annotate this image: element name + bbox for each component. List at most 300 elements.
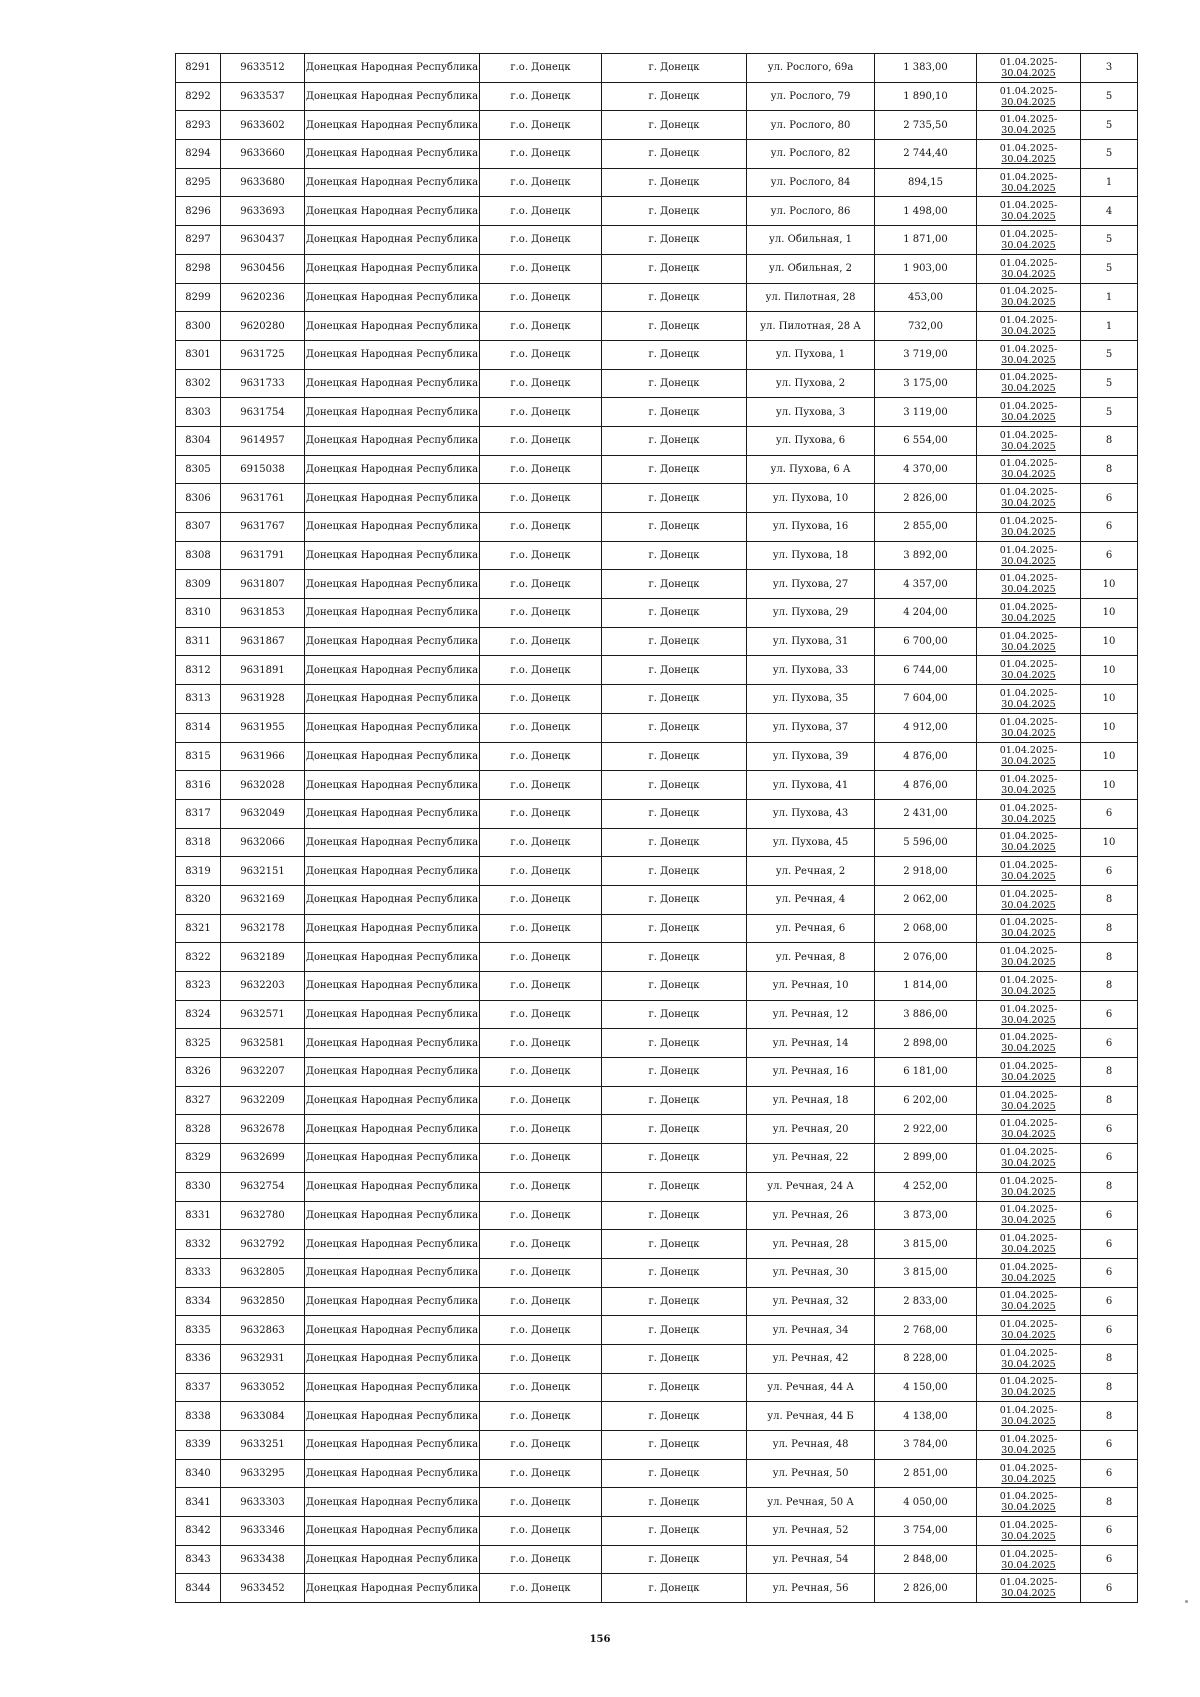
period-start: 01.04.2025- <box>999 573 1058 585</box>
table-row <box>176 972 1138 1001</box>
region-cell: Донецкая Народная Республика <box>305 1172 480 1201</box>
period-start: 01.04.2025- <box>999 56 1058 68</box>
period-cell <box>977 685 1081 714</box>
table-row <box>176 1344 1138 1373</box>
period-start: 01.04.2025- <box>999 888 1058 900</box>
area-cell: 2 851,00 <box>875 1459 977 1488</box>
area-cell: 2 068,00 <box>875 914 977 943</box>
period-start: 01.04.2025- <box>999 544 1058 556</box>
period-end: 30.04.2025 <box>1001 125 1056 137</box>
object-code-cell: 9632203 <box>221 972 305 1001</box>
period-cell <box>977 111 1081 140</box>
period-cell <box>977 398 1081 427</box>
area-cell: 4 357,00 <box>875 570 977 599</box>
row-number-cell: 8302 <box>176 369 221 398</box>
region-cell: Донецкая Народная Республика <box>305 1459 480 1488</box>
object-code-cell: 9633052 <box>221 1373 305 1402</box>
object-code-cell: 6915038 <box>221 455 305 484</box>
object-code-cell: 9632754 <box>221 1172 305 1201</box>
period-cell <box>977 369 1081 398</box>
count-cell: 8 <box>1081 1172 1138 1201</box>
period-cell <box>977 254 1081 283</box>
period-cell <box>977 140 1081 169</box>
object-code-cell: 9633660 <box>221 140 305 169</box>
region-cell: Донецкая Народная Республика <box>305 168 480 197</box>
district-cell: г.о. Донецк <box>480 771 602 800</box>
district-cell: г.о. Донецк <box>480 1574 602 1603</box>
period-end: 30.04.2025 <box>1001 1502 1056 1514</box>
region-cell: Донецкая Народная Республика <box>305 426 480 455</box>
address-cell: ул. Речная, 34 <box>747 1316 875 1345</box>
row-number-cell: 8305 <box>176 455 221 484</box>
period-start: 01.04.2025- <box>999 171 1058 183</box>
area-cell: 6 700,00 <box>875 627 977 656</box>
count-cell: 6 <box>1081 1000 1138 1029</box>
period-start: 01.04.2025- <box>999 601 1058 613</box>
region-cell: Донецкая Народная Республика <box>305 1488 480 1517</box>
period-end: 30.04.2025 <box>1001 1301 1056 1313</box>
table-row <box>176 742 1138 771</box>
district-cell: г.о. Донецк <box>480 943 602 972</box>
row-number-cell: 8317 <box>176 799 221 828</box>
address-cell: ул. Пилотная, 28 А <box>747 312 875 341</box>
period-cell <box>977 771 1081 800</box>
address-cell: ул. Речная, 6 <box>747 914 875 943</box>
row-number-cell: 8314 <box>176 713 221 742</box>
table-row <box>176 54 1138 83</box>
district-cell: г.о. Донецк <box>480 513 602 542</box>
table-row <box>176 168 1138 197</box>
table-row <box>176 1517 1138 1546</box>
object-code-cell: 9631767 <box>221 513 305 542</box>
count-cell: 5 <box>1081 254 1138 283</box>
object-code-cell: 9632178 <box>221 914 305 943</box>
period-end: 30.04.2025 <box>1001 326 1056 338</box>
region-cell: Донецкая Народная Республика <box>305 140 480 169</box>
city-cell: г. Донецк <box>602 111 747 140</box>
period-cell <box>977 885 1081 914</box>
period-start: 01.04.2025- <box>999 142 1058 154</box>
period-start: 01.04.2025- <box>999 1319 1058 1331</box>
row-number-cell: 8330 <box>176 1172 221 1201</box>
region-cell: Донецкая Народная Республика <box>305 972 480 1001</box>
table-row <box>176 1258 1138 1287</box>
region-cell: Донецкая Народная Республика <box>305 1201 480 1230</box>
table-row <box>176 914 1138 943</box>
period-start: 01.04.2025- <box>999 917 1058 929</box>
region-cell: Донецкая Народная Республика <box>305 484 480 513</box>
area-cell: 3 886,00 <box>875 1000 977 1029</box>
object-code-cell: 9631891 <box>221 656 305 685</box>
period-cell <box>977 1344 1081 1373</box>
district-cell: г.о. Донецк <box>480 713 602 742</box>
address-cell: ул. Пилотная, 28 <box>747 283 875 312</box>
row-number-cell: 8324 <box>176 1000 221 1029</box>
count-cell: 10 <box>1081 656 1138 685</box>
period-start: 01.04.2025- <box>999 1261 1058 1273</box>
count-cell: 8 <box>1081 455 1138 484</box>
address-cell: ул. Речная, 26 <box>747 1201 875 1230</box>
city-cell: г. Донецк <box>602 1517 747 1546</box>
area-cell: 2 855,00 <box>875 513 977 542</box>
table-row <box>176 1459 1138 1488</box>
count-cell: 6 <box>1081 484 1138 513</box>
district-cell: г.о. Донецк <box>480 1029 602 1058</box>
period-cell <box>977 283 1081 312</box>
city-cell: г. Донецк <box>602 369 747 398</box>
period-cell <box>977 1431 1081 1460</box>
area-cell: 894,15 <box>875 168 977 197</box>
period-cell <box>977 1258 1081 1287</box>
region-cell: Донецкая Народная Республика <box>305 340 480 369</box>
table-row <box>176 226 1138 255</box>
object-code-cell: 9632151 <box>221 857 305 886</box>
period-cell <box>977 340 1081 369</box>
district-cell: г.о. Донецк <box>480 140 602 169</box>
address-cell: ул. Пухова, 16 <box>747 513 875 542</box>
period-start: 01.04.2025- <box>999 200 1058 212</box>
period-end: 30.04.2025 <box>1001 785 1056 797</box>
object-code-cell: 9633680 <box>221 168 305 197</box>
region-cell: Донецкая Народная Республика <box>305 1058 480 1087</box>
count-cell: 10 <box>1081 685 1138 714</box>
area-cell: 8 228,00 <box>875 1344 977 1373</box>
count-cell: 6 <box>1081 857 1138 886</box>
address-cell: ул. Речная, 12 <box>747 1000 875 1029</box>
table-row <box>176 1287 1138 1316</box>
district-cell: г.о. Донецк <box>480 1287 602 1316</box>
table-row <box>176 1431 1138 1460</box>
city-cell: г. Донецк <box>602 168 747 197</box>
period-start: 01.04.2025- <box>999 1175 1058 1187</box>
district-cell: г.о. Донецк <box>480 312 602 341</box>
table-row <box>176 1488 1138 1517</box>
region-cell: Донецкая Народная Республика <box>305 1144 480 1173</box>
city-cell: г. Донецк <box>602 599 747 628</box>
row-number-cell: 8315 <box>176 742 221 771</box>
period-cell <box>977 82 1081 111</box>
table-row <box>176 541 1138 570</box>
area-cell: 2 431,00 <box>875 799 977 828</box>
count-cell: 8 <box>1081 1373 1138 1402</box>
period-start: 01.04.2025- <box>999 687 1058 699</box>
city-cell: г. Донецк <box>602 1201 747 1230</box>
table-row <box>176 1545 1138 1574</box>
count-cell: 10 <box>1081 627 1138 656</box>
area-cell: 3 892,00 <box>875 541 977 570</box>
district-cell: г.о. Донецк <box>480 226 602 255</box>
address-cell: ул. Рослого, 79 <box>747 82 875 111</box>
district-cell: г.о. Донецк <box>480 111 602 140</box>
row-number-cell: 8300 <box>176 312 221 341</box>
table-row <box>176 771 1138 800</box>
object-code-cell: 9632678 <box>221 1115 305 1144</box>
region-cell: Донецкая Народная Республика <box>305 570 480 599</box>
row-number-cell: 8340 <box>176 1459 221 1488</box>
count-cell: 6 <box>1081 1287 1138 1316</box>
object-code-cell: 9633346 <box>221 1517 305 1546</box>
period-start: 01.04.2025- <box>999 1347 1058 1359</box>
object-code-cell: 9632049 <box>221 799 305 828</box>
address-cell: ул. Речная, 50 А <box>747 1488 875 1517</box>
address-cell: ул. Речная, 22 <box>747 1144 875 1173</box>
count-cell: 10 <box>1081 599 1138 628</box>
period-cell <box>977 828 1081 857</box>
object-code-cell: 9614957 <box>221 426 305 455</box>
city-cell: г. Донецк <box>602 972 747 1001</box>
count-cell: 6 <box>1081 1431 1138 1460</box>
city-cell: г. Донецк <box>602 197 747 226</box>
address-cell: ул. Пухова, 29 <box>747 599 875 628</box>
object-code-cell: 9631966 <box>221 742 305 771</box>
region-cell: Донецкая Народная Республика <box>305 857 480 886</box>
row-number-cell: 8297 <box>176 226 221 255</box>
region-cell: Донецкая Народная Республика <box>305 369 480 398</box>
city-cell: г. Донецк <box>602 713 747 742</box>
period-cell <box>977 541 1081 570</box>
region-cell: Донецкая Народная Республика <box>305 54 480 83</box>
row-number-cell: 8299 <box>176 283 221 312</box>
table-row <box>176 1144 1138 1173</box>
object-code-cell: 9631733 <box>221 369 305 398</box>
table-row <box>176 570 1138 599</box>
city-cell: г. Донецк <box>602 1029 747 1058</box>
region-cell: Донецкая Народная Республика <box>305 312 480 341</box>
city-cell: г. Донецк <box>602 283 747 312</box>
count-cell: 6 <box>1081 799 1138 828</box>
area-cell: 5 596,00 <box>875 828 977 857</box>
address-cell: ул. Пухова, 45 <box>747 828 875 857</box>
table-row <box>176 312 1138 341</box>
period-end: 30.04.2025 <box>1001 1387 1056 1399</box>
table-row <box>176 857 1138 886</box>
district-cell: г.о. Донецк <box>480 885 602 914</box>
period-end: 30.04.2025 <box>1001 584 1056 596</box>
area-cell: 453,00 <box>875 283 977 312</box>
period-start: 01.04.2025- <box>999 1405 1058 1417</box>
period-end: 30.04.2025 <box>1001 67 1056 79</box>
city-cell: г. Донецк <box>602 1172 747 1201</box>
row-number-cell: 8296 <box>176 197 221 226</box>
count-cell: 8 <box>1081 972 1138 1001</box>
table-body <box>176 54 1138 1603</box>
region-cell: Донецкая Народная Республика <box>305 885 480 914</box>
period-cell <box>977 1373 1081 1402</box>
table-row <box>176 1373 1138 1402</box>
count-cell: 6 <box>1081 541 1138 570</box>
district-cell: г.о. Донецк <box>480 1230 602 1259</box>
count-cell: 5 <box>1081 398 1138 427</box>
region-cell: Донецкая Народная Республика <box>305 627 480 656</box>
address-cell: ул. Речная, 52 <box>747 1517 875 1546</box>
count-cell: 4 <box>1081 197 1138 226</box>
period-end: 30.04.2025 <box>1001 1444 1056 1456</box>
city-cell: г. Донецк <box>602 885 747 914</box>
district-cell: г.о. Донецк <box>480 455 602 484</box>
period-end: 30.04.2025 <box>1001 1330 1056 1342</box>
count-cell: 5 <box>1081 369 1138 398</box>
district-cell: г.о. Донецк <box>480 1545 602 1574</box>
table-row <box>176 1172 1138 1201</box>
period-start: 01.04.2025- <box>999 630 1058 642</box>
row-number-cell: 8304 <box>176 426 221 455</box>
period-start: 01.04.2025- <box>999 1060 1058 1072</box>
period-start: 01.04.2025- <box>999 286 1058 298</box>
object-code-cell: 9632066 <box>221 828 305 857</box>
district-cell: г.о. Донецк <box>480 857 602 886</box>
region-cell: Донецкая Народная Республика <box>305 713 480 742</box>
period-end: 30.04.2025 <box>1001 1473 1056 1485</box>
period-end: 30.04.2025 <box>1001 1530 1056 1542</box>
row-number-cell: 8313 <box>176 685 221 714</box>
period-end: 30.04.2025 <box>1001 1043 1056 1055</box>
table-row <box>176 1086 1138 1115</box>
region-cell: Донецкая Народная Республика <box>305 1115 480 1144</box>
address-cell: ул. Пухова, 27 <box>747 570 875 599</box>
area-cell: 2 899,00 <box>875 1144 977 1173</box>
period-start: 01.04.2025- <box>999 515 1058 527</box>
address-cell: ул. Речная, 30 <box>747 1258 875 1287</box>
table-row <box>176 1574 1138 1603</box>
city-cell: г. Донецк <box>602 1086 747 1115</box>
area-cell: 6 554,00 <box>875 426 977 455</box>
period-cell <box>977 426 1081 455</box>
address-cell: ул. Речная, 44 А <box>747 1373 875 1402</box>
address-cell: ул. Пухова, 35 <box>747 685 875 714</box>
area-cell: 4 370,00 <box>875 455 977 484</box>
district-cell: г.о. Донецк <box>480 570 602 599</box>
row-number-cell: 8328 <box>176 1115 221 1144</box>
period-end: 30.04.2025 <box>1001 698 1056 710</box>
period-cell <box>977 1086 1081 1115</box>
row-number-cell: 8310 <box>176 599 221 628</box>
period-start: 01.04.2025- <box>999 1089 1058 1101</box>
city-cell: г. Донецк <box>602 857 747 886</box>
count-cell: 5 <box>1081 82 1138 111</box>
area-cell: 6 744,00 <box>875 656 977 685</box>
period-start: 01.04.2025- <box>999 315 1058 327</box>
count-cell: 5 <box>1081 140 1138 169</box>
period-cell <box>977 312 1081 341</box>
count-cell: 6 <box>1081 1517 1138 1546</box>
period-end: 30.04.2025 <box>1001 526 1056 538</box>
region-cell: Донецкая Народная Республика <box>305 254 480 283</box>
row-number-cell: 8338 <box>176 1402 221 1431</box>
period-end: 30.04.2025 <box>1001 440 1056 452</box>
row-number-cell: 8309 <box>176 570 221 599</box>
district-cell: г.о. Донецк <box>480 283 602 312</box>
object-code-cell: 9631761 <box>221 484 305 513</box>
period-end: 30.04.2025 <box>1001 727 1056 739</box>
period-end: 30.04.2025 <box>1001 641 1056 653</box>
period-end: 30.04.2025 <box>1001 211 1056 223</box>
region-cell: Донецкая Народная Республика <box>305 771 480 800</box>
address-cell: ул. Речная, 2 <box>747 857 875 886</box>
period-cell <box>977 1402 1081 1431</box>
city-cell: г. Донецк <box>602 513 747 542</box>
object-code-cell: 9633602 <box>221 111 305 140</box>
row-number-cell: 8327 <box>176 1086 221 1115</box>
count-cell: 6 <box>1081 1574 1138 1603</box>
count-cell: 8 <box>1081 943 1138 972</box>
count-cell: 8 <box>1081 1402 1138 1431</box>
period-start: 01.04.2025- <box>999 974 1058 986</box>
period-cell <box>977 914 1081 943</box>
table-row <box>176 943 1138 972</box>
city-cell: г. Донецк <box>602 742 747 771</box>
city-cell: г. Донецк <box>602 1402 747 1431</box>
count-cell: 6 <box>1081 1258 1138 1287</box>
period-end: 30.04.2025 <box>1001 899 1056 911</box>
period-start: 01.04.2025- <box>999 745 1058 757</box>
district-cell: г.о. Донецк <box>480 254 602 283</box>
area-cell: 1 903,00 <box>875 254 977 283</box>
count-cell: 8 <box>1081 914 1138 943</box>
area-cell: 732,00 <box>875 312 977 341</box>
period-cell <box>977 1287 1081 1316</box>
region-cell: Донецкая Народная Республика <box>305 1287 480 1316</box>
period-end: 30.04.2025 <box>1001 354 1056 366</box>
area-cell: 1 498,00 <box>875 197 977 226</box>
address-cell: ул. Рослого, 80 <box>747 111 875 140</box>
row-number-cell: 8307 <box>176 513 221 542</box>
row-number-cell: 8320 <box>176 885 221 914</box>
city-cell: г. Донецк <box>602 1316 747 1345</box>
table-row <box>176 1058 1138 1087</box>
area-cell: 3 719,00 <box>875 340 977 369</box>
object-code-cell: 9631807 <box>221 570 305 599</box>
city-cell: г. Донецк <box>602 570 747 599</box>
count-cell: 1 <box>1081 168 1138 197</box>
row-number-cell: 8329 <box>176 1144 221 1173</box>
area-cell: 3 815,00 <box>875 1258 977 1287</box>
address-cell: ул. Пухова, 3 <box>747 398 875 427</box>
table-row <box>176 197 1138 226</box>
count-cell: 10 <box>1081 742 1138 771</box>
city-cell: г. Донецк <box>602 1488 747 1517</box>
region-cell: Донецкая Народная Республика <box>305 799 480 828</box>
period-end: 30.04.2025 <box>1001 1215 1056 1227</box>
address-cell: ул. Пухова, 43 <box>747 799 875 828</box>
row-number-cell: 8318 <box>176 828 221 857</box>
period-cell <box>977 1058 1081 1087</box>
table-row <box>176 713 1138 742</box>
count-cell: 6 <box>1081 1459 1138 1488</box>
count-cell: 10 <box>1081 713 1138 742</box>
period-start: 01.04.2025- <box>999 487 1058 499</box>
region-cell: Донецкая Народная Республика <box>305 226 480 255</box>
address-cell: ул. Пухова, 41 <box>747 771 875 800</box>
region-cell: Донецкая Народная Республика <box>305 1545 480 1574</box>
area-cell: 3 119,00 <box>875 398 977 427</box>
row-number-cell: 8322 <box>176 943 221 972</box>
city-cell: г. Донецк <box>602 1344 747 1373</box>
period-start: 01.04.2025- <box>999 774 1058 786</box>
row-number-cell: 8337 <box>176 1373 221 1402</box>
count-cell: 8 <box>1081 885 1138 914</box>
table-row <box>176 369 1138 398</box>
city-cell: г. Донецк <box>602 799 747 828</box>
period-end: 30.04.2025 <box>1001 1416 1056 1428</box>
period-start: 01.04.2025- <box>999 429 1058 441</box>
address-cell: ул. Пухова, 1 <box>747 340 875 369</box>
row-number-cell: 8319 <box>176 857 221 886</box>
row-number-cell: 8325 <box>176 1029 221 1058</box>
table-row <box>176 685 1138 714</box>
period-end: 30.04.2025 <box>1001 612 1056 624</box>
address-cell: ул. Речная, 50 <box>747 1459 875 1488</box>
district-cell: г.о. Донецк <box>480 656 602 685</box>
